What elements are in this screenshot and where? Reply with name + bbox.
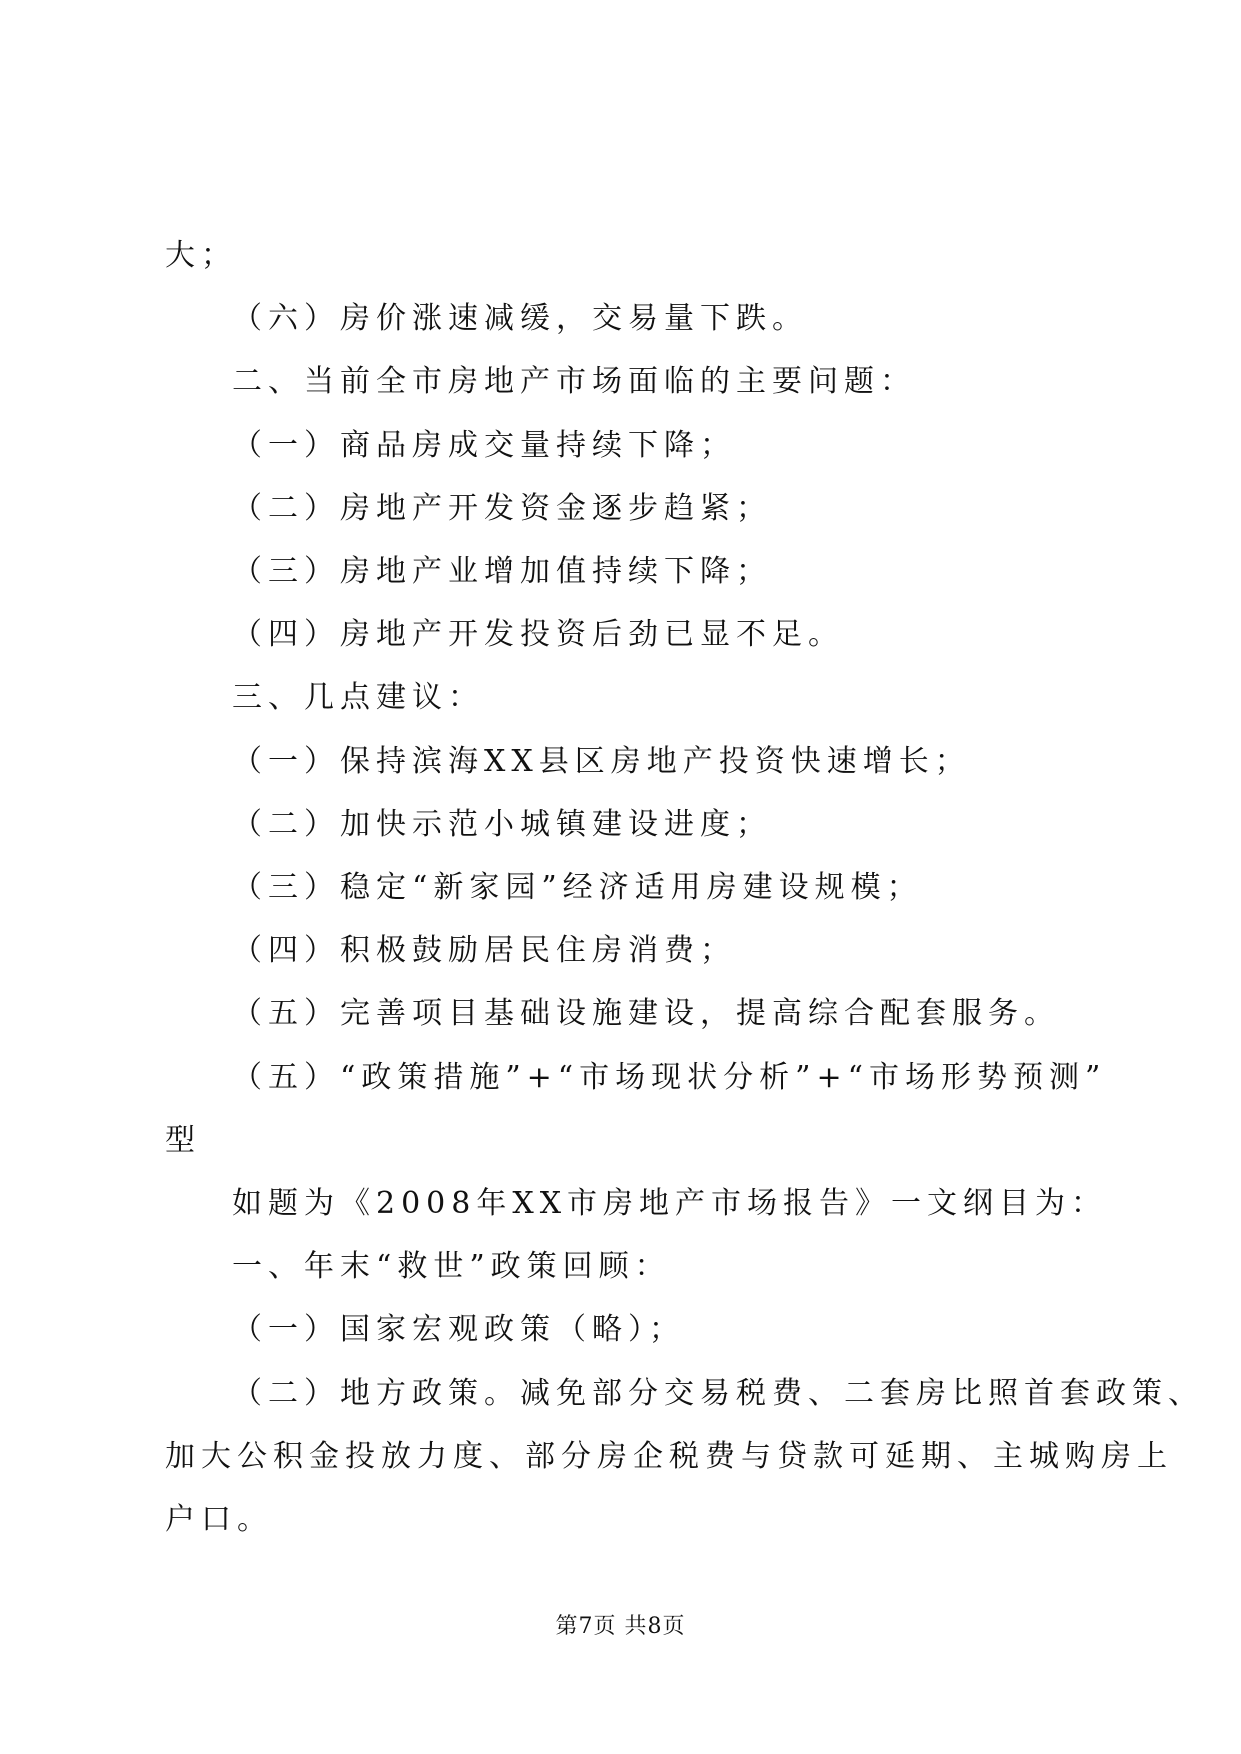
text-line-problem-2: （二）房地产开发资金逐步趋紧； [232, 491, 772, 526]
text-line-example-intro: 如题为《2008年XX市房地产市场报告》一文纲目为： [232, 1186, 1108, 1221]
text-line-suggestion-1: （一）保持滨海XX县区房地产投资快速增长； [232, 744, 971, 779]
text-line-type-heading-cont: 型 [165, 1123, 201, 1158]
text-line-suggestion-5: （五）完善项目基础设施建设，提高综合配套服务。 [232, 996, 1060, 1031]
text-line-problem-1: （一）商品房成交量持续下降； [232, 428, 736, 463]
text-line-policy-2: （二）地方政策。减免部分交易税费、二套房比照首套政策、 [232, 1376, 1204, 1411]
text-line-type-heading: （五）“政策措施”+“市场现状分析”+“市场形势预测” [232, 1060, 1107, 1095]
text-line-suggestion-4: （四）积极鼓励居民住房消费； [232, 933, 736, 968]
section-heading-3: 三、几点建议： [232, 680, 484, 715]
section-heading-policy-review: 一、年末“救世”政策回顾： [232, 1249, 671, 1284]
text-line-policy-2-cont: 加大公积金投放力度、部分房企税费与贷款可延期、主城购房上 [165, 1439, 1173, 1474]
text-line-policy-2-end: 户口。 [165, 1502, 273, 1537]
text-line-continuation: 大； [165, 238, 237, 273]
text-line-suggestion-3: （三）稳定“新家园”经济适用房建设规模； [232, 870, 923, 905]
page-number-footer: 第7页 共8页 [555, 1614, 686, 1639]
text-line-suggestion-2: （二）加快示范小城镇建设进度； [232, 807, 772, 842]
text-line-item-6: （六）房价涨速减缓，交易量下跌。 [232, 301, 808, 336]
section-heading-2: 二、当前全市房地产市场面临的主要问题： [232, 364, 916, 399]
text-line-problem-4: （四）房地产开发投资后劲已显不足。 [232, 617, 844, 652]
text-line-policy-1: （一）国家宏观政策（略）； [232, 1312, 685, 1347]
text-line-problem-3: （三）房地产业增加值持续下降； [232, 554, 772, 589]
